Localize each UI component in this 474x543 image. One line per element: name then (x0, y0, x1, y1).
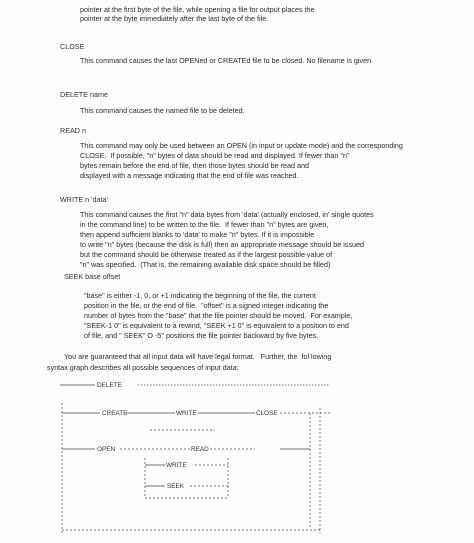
write-line-4: to write "n" bytes (because the disk is full) then an appropriate message should be issued (80, 240, 364, 249)
read-heading: READ n (60, 126, 86, 135)
read-line-2: CLOSE. If possible, "n" bytes of data should be read and displayed. If fewer than "n" (80, 151, 350, 160)
close-heading: CLOSE (60, 42, 85, 51)
delete-heading: DELETE name (60, 90, 108, 99)
read-line-3: bytes remain before the end of file, then those bytes should be read and (80, 161, 309, 170)
diagram-close-label: CLOSE (256, 410, 278, 417)
syntax-line-2: syntax graph describes all possible sequences of input data: (47, 363, 239, 372)
diagram-write-label: WRITE (176, 410, 197, 417)
diagram-write2-label: WRITE (166, 462, 187, 469)
seek-line-3: number of bytes from the "base" that the file pointer should be moved. For example, (84, 311, 353, 320)
diagram-delete-label: DELETE (97, 382, 122, 389)
diagram-read-label: READ (191, 446, 209, 453)
seek-line-4: "SEEK-1 0" is equivalent to a rewind, "SEEK +1 0" is equivalent to a position to end (84, 321, 349, 330)
syntax-graph (40, 378, 340, 538)
close-text: This command causes the last OPENed or CREATEd file to be closed. No filename is given (80, 56, 372, 65)
write-line-6: "n" was specified. (That is, the remaining available disk space should be filled) (80, 260, 331, 269)
write-line-2: in the command line) to be written to the file. If fewer than "n" bytes are given, (80, 220, 329, 229)
intro-line-2: pointer at the byte immediately after the last byte of the file. (80, 14, 269, 23)
write-line-5: but the command should be otherwise treated as if the largest possible value of (80, 250, 333, 259)
seek-heading: SEEK base offset (64, 272, 121, 281)
intro-line-1: pointer at the first byte of the file, while opening a file for output places the (80, 5, 315, 14)
seek-line-2: position in the file, or the end of file. "offset" is a signed integer indicating the (84, 301, 329, 310)
write-line-3: then append sufficient blanks to 'data' to make "n" bytes. If it is impossible (80, 230, 315, 239)
write-line-1: This command causes the first "n" data bytes from 'data' (actually enclosed, in' single quotes (80, 210, 374, 219)
diagram-create-label: CREATE (102, 410, 128, 417)
diagram-seek-label: SEEK (167, 483, 185, 490)
read-line-1: This command may only be used between an OPEN (in input or update mode) and the corresponding (80, 141, 403, 150)
seek-line-1: "base" is either -1, 0, or +1 indicating the beginning of the file, the current (84, 291, 316, 300)
read-line-4: displayed with a message indicating that the end of file was reached. (80, 171, 299, 180)
seek-line-5: of file, and " SEEK" O -5" positions the file pointer backward by five bytes. (84, 331, 319, 340)
write-heading: WRITE n 'data' (60, 195, 108, 204)
delete-text: This command causes the named file to be deleted. (80, 106, 245, 115)
diagram-open-label: OPEN (97, 446, 116, 453)
syntax-line-1: You are guaranteed that all input data will have legal format. Further, the fol lowing (64, 352, 332, 361)
